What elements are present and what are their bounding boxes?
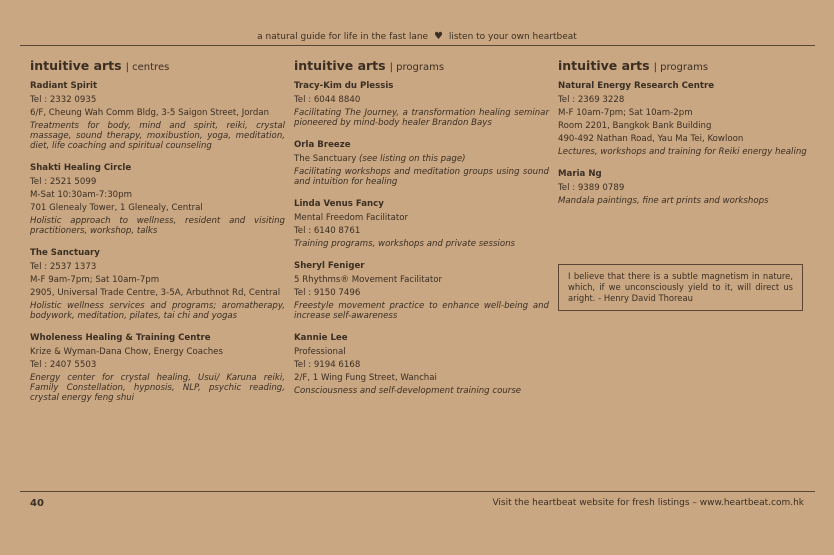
- page-tagline: [0, 31, 834, 42]
- column-subheading: | centres: [125, 62, 170, 73]
- listing-entry: [294, 199, 549, 249]
- listing-contact: Krize & Wyman-Dana Chow, Energy Coaches: [30, 347, 223, 357]
- listing-address: 6/F, Cheung Wah Comm Bldg, 3-5 Saigon Street, Jordan: [30, 108, 270, 118]
- listing-phone: Tel : 9389 0789: [558, 183, 625, 193]
- listing-description: Consciousness and self-development training course: [294, 386, 522, 396]
- listing-description: Energy center for crystal healing, Usui/ Karuna reiki, Family Constellation, hypnosis, NLP, psychic reading, crystal energy feng shui: [30, 373, 285, 403]
- tagline-right: listen to your own heartbeat: [448, 32, 577, 42]
- listing-address: 2/F, 1 Wing Fung Street, Wanchai: [294, 373, 437, 383]
- listing-phone: Tel : 9194 6168: [294, 360, 361, 370]
- column-subheading: | programs: [653, 62, 709, 73]
- tagline-left: a natural guide for life in the fast lane: [257, 32, 429, 42]
- listing-address: 490-492 Nathan Road, Yau Ma Tei, Kowloon: [558, 134, 744, 144]
- listing-entry: [294, 333, 549, 396]
- listing-description: Facilitating workshops and meditation groups using sound and intuition for healing: [294, 167, 549, 187]
- listing-entry: [558, 169, 813, 206]
- listing-entry: [30, 248, 285, 321]
- listing-description: Facilitating The Journey, a transformation healing seminar pioneered by mind-body healer Brandon Bays: [294, 108, 549, 128]
- listing-entry: [294, 81, 549, 128]
- listing-phone: Tel : 2537 1373: [30, 262, 97, 272]
- listing-phone: Tel : 2407 5503: [30, 360, 97, 370]
- listing-role: Mental Freedom Facilitator: [294, 213, 409, 223]
- listing-name: Kannie Lee: [294, 333, 348, 343]
- listing-venue-name: The Sanctuary: [294, 154, 357, 164]
- listing-entry: [30, 81, 285, 151]
- listing-role: 5 Rhythms® Movement Facilitator: [294, 275, 443, 285]
- column-brand: intuitive arts: [558, 58, 650, 73]
- column-programs-2: [558, 58, 813, 218]
- listing-name: Shakti Healing Circle: [30, 163, 132, 173]
- listing-name: Sheryl Feniger: [294, 261, 365, 271]
- listing-role: Professional: [294, 347, 346, 357]
- listing-name: Natural Energy Research Centre: [558, 81, 715, 91]
- listing-name: The Sanctuary: [30, 248, 100, 258]
- listing-entry: [294, 261, 549, 321]
- listing-venue-note: (see listing on this page): [359, 154, 466, 164]
- listing-description: Freestyle movement practice to enhance well-being and increase self-awareness: [294, 301, 549, 321]
- listing-hours: M-F 9am-7pm; Sat 10am-7pm: [30, 275, 160, 285]
- listing-address: 2905, Universal Trade Centre, 3-5A, Arbuthnot Rd, Central: [30, 288, 281, 298]
- listing-description: Lectures, workshops and training for Reiki energy healing: [558, 147, 807, 157]
- listing-phone: Tel : 6140 8761: [294, 226, 361, 236]
- top-divider: [20, 45, 815, 46]
- bottom-divider: [20, 491, 815, 492]
- listing-name: Wholeness Healing & Training Centre: [30, 333, 211, 343]
- listing-hours: M-Sat 10:30am-7:30pm: [30, 190, 132, 200]
- listing-entry: [558, 81, 813, 157]
- column-heading: [558, 58, 813, 73]
- column-subheading: | programs: [389, 62, 445, 73]
- listing-phone: Tel : 6044 8840: [294, 95, 361, 105]
- listing-address: Room 2201, Bangkok Bank Building: [558, 121, 712, 131]
- column-centres: [30, 58, 285, 415]
- listing-name: Tracy-Kim du Plessis: [294, 81, 394, 91]
- listing-description: Holistic wellness services and programs; aromatherapy, bodywork, meditation, pilates, tai chi and yogas: [30, 301, 285, 321]
- column-heading: [30, 58, 285, 73]
- listing-name: Linda Venus Fancy: [294, 199, 384, 209]
- heart-icon: ♥: [433, 31, 443, 42]
- quote-box: I believe that there is a subtle magnetism in nature, which, if we unconsciously yield to it, will direct us aright. - Henry David Thoreau: [558, 264, 803, 311]
- listing-phone: Tel : 2521 5099: [30, 177, 97, 187]
- footer-website-note: Visit the heartbeat website for fresh listings – www.heartbeat.com.hk: [492, 498, 804, 508]
- listing-description: Treatments for body, mind and spirit, reiki, crystal massage, sound therapy, moxibustion, yoga, meditation, diet, life coaching and spiritual counseling: [30, 121, 285, 151]
- listing-venue: [294, 154, 549, 164]
- listing-name: Maria Ng: [558, 169, 602, 179]
- listing-phone: Tel : 2369 3228: [558, 95, 625, 105]
- listing-description: Holistic approach to wellness, resident and visiting practitioners, workshop, talks: [30, 216, 285, 236]
- listing-address: 701 Glenealy Tower, 1 Glenealy, Central: [30, 203, 203, 213]
- listing-entry: [294, 140, 549, 187]
- page-number: 40: [30, 498, 44, 509]
- listing-entry: [30, 163, 285, 236]
- listing-name: Radiant Spirit: [30, 81, 98, 91]
- column-programs: [294, 58, 549, 408]
- listing-hours: M-F 10am-7pm; Sat 10am-2pm: [558, 108, 693, 118]
- listing-phone: Tel : 9150 7496: [294, 288, 361, 298]
- listing-phone: Tel : 2332 0935: [30, 95, 97, 105]
- listing-description: Mandala paintings, fine art prints and workshops: [558, 196, 769, 206]
- listing-entry: [30, 333, 285, 403]
- column-heading: [294, 58, 549, 73]
- column-brand: intuitive arts: [30, 58, 122, 73]
- listing-description: Training programs, workshops and private sessions: [294, 239, 515, 249]
- listing-name: Orla Breeze: [294, 140, 351, 150]
- column-brand: intuitive arts: [294, 58, 386, 73]
